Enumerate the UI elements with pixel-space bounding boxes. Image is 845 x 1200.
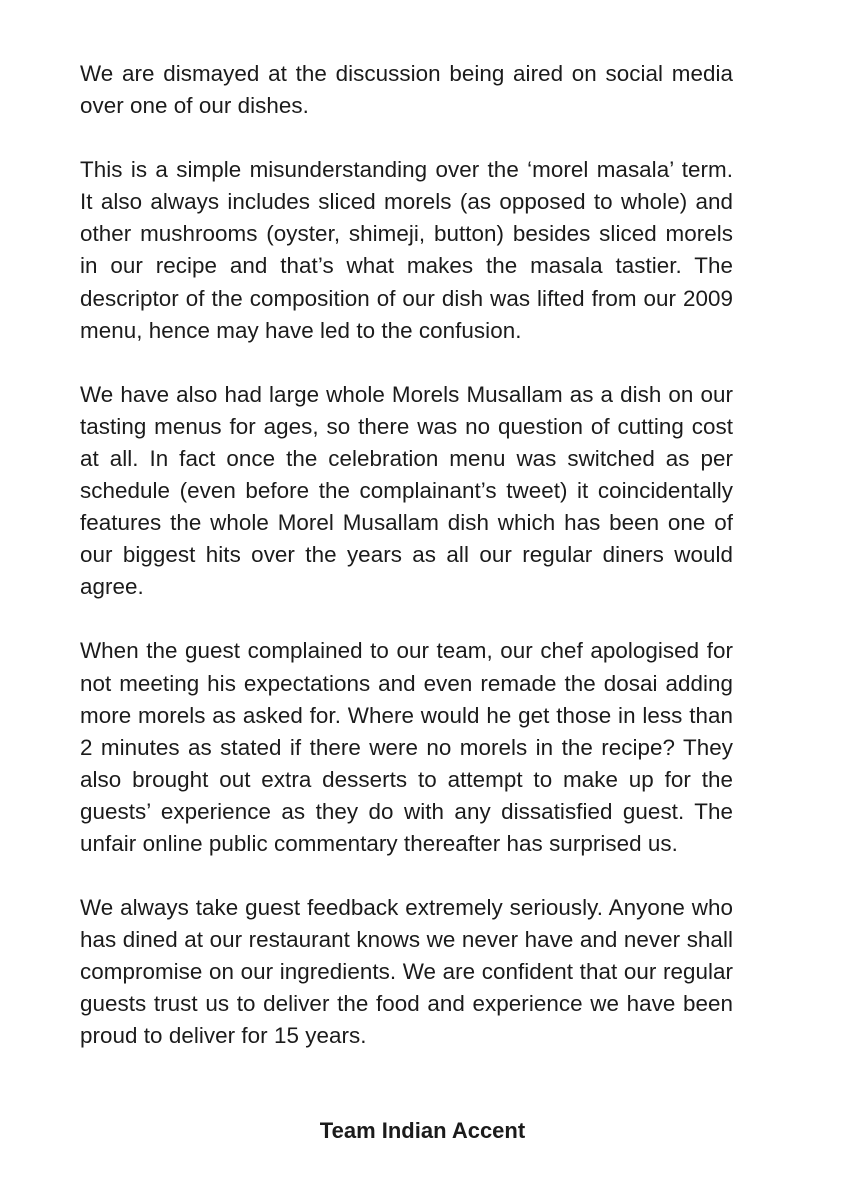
paragraph-intro: We are dismayed at the discussion being aired on social media over one of our dishes.	[80, 61, 733, 119]
signature: Team Indian Accent	[319, 1118, 526, 1143]
paragraph-morels-musallam: We have also had large whole Morels Musallam as a dish on our tasting menus for ages, so there was no question of cutting cost at all. In fact once the celebration menu was switched as per schedule (even before the complainant’s tweet) it coincidentally features the whole Morel Musallam dish which has been one of our biggest hits over the years as all our regular diners would agree.	[80, 381, 733, 600]
paragraph-morel-masala: This is a simple misunderstanding over the ‘morel masala’ term. It also always includes sliced morels (as opposed to whole) and other mushrooms (oyster, shimeji, button) besides sliced morels in our recipe and that’s what makes the masala tastier. The descriptor of the composition of our dish was lifted from our 2009 menu, hence may have led to the confusion.	[80, 157, 733, 343]
paragraph-guest-complaint: When the guest complained to our team, our chef apologised for not meeting his expectations and even remade the dosai adding more morels as asked for. Where would he get those in less than 2 minutes as stated if there were no morels in the recipe? They also brought out extra desserts to attempt to make up for the guests’ experience as they do with any dissatisfied guest. The unfair online public commentary thereafter has surprised us.	[80, 638, 733, 856]
paragraph-feedback: We always take guest feedback extremely seriously. Anyone who has dined at our restaurant knows we never have and never shall compromise on our ingredients. We are confident that our regular guests trust us to deliver the food and experience we have been proud to deliver for 15 years.	[80, 895, 733, 1049]
statement-body	[80, 58, 733, 1085]
